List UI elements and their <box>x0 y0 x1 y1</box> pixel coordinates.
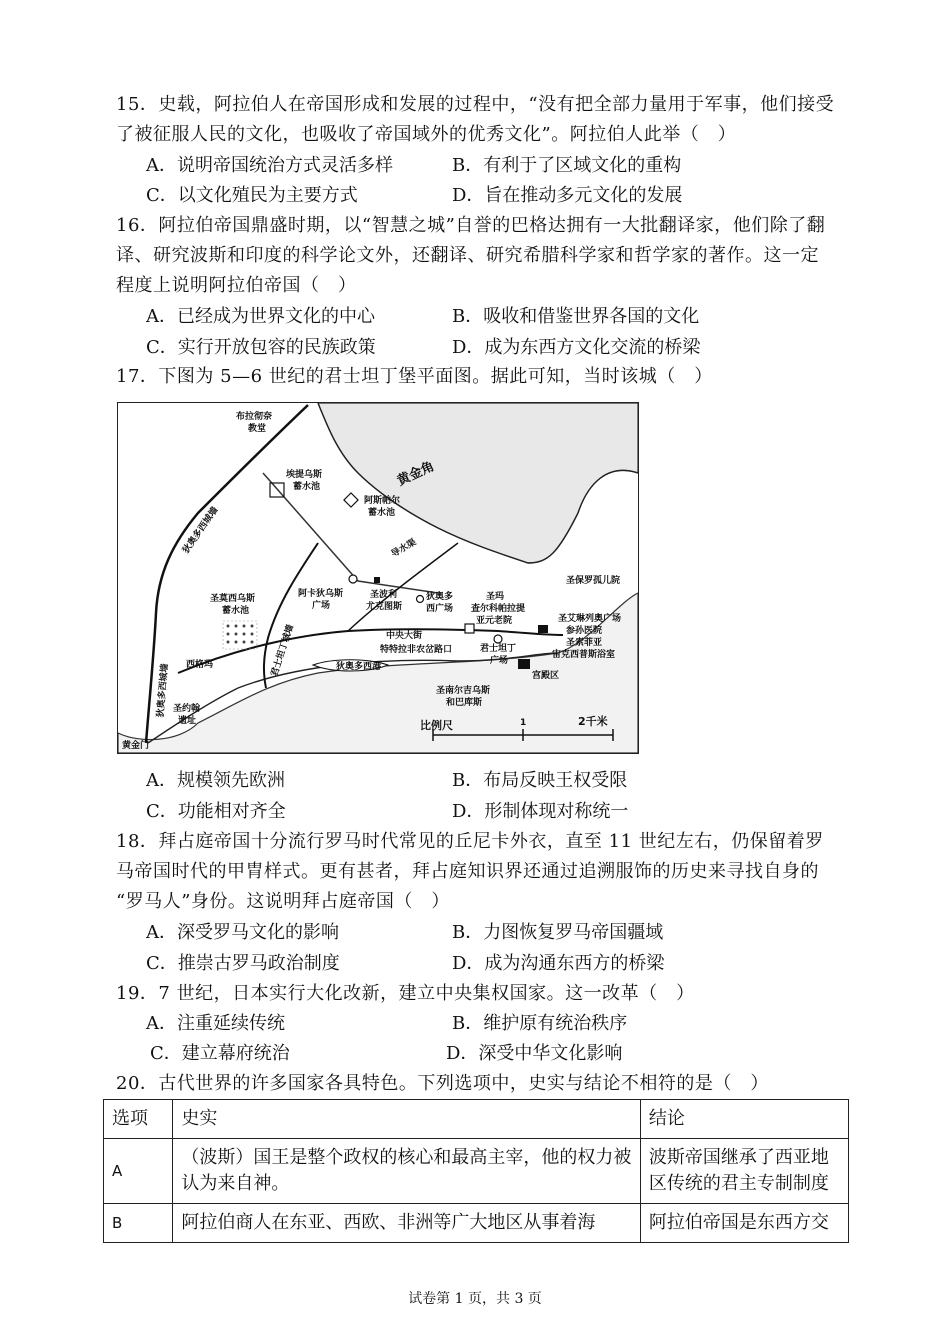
label-theodosius-harbor: 狄奥多西港 <box>336 662 382 672</box>
label-blachernae: 布拉彻奈 <box>236 412 273 422</box>
label-mocius-1: 圣莫西乌斯 <box>210 594 256 604</box>
q17-stem-line1: 17．下图为 5—6 世纪的君士坦丁堡平面图。据此可知，当时该城（ ） <box>116 366 713 387</box>
label-hagia-sophia: 圣索菲亚 <box>566 638 603 648</box>
label-constantine-forum-2: 广场 <box>490 656 509 666</box>
label-sergius-2: 和巴库斯 <box>446 698 483 708</box>
label-augusteum: 圣艾琳列奥广场 <box>558 614 622 624</box>
q15-option-b[interactable]: B．有利于了区域文化的重构 <box>452 155 682 176</box>
label-xerolophos: 西格玛 <box>186 660 214 670</box>
q17-option-b[interactable]: B．布局反映王权受限 <box>452 770 628 791</box>
label-theodosius-forum-2: 西广场 <box>426 604 454 614</box>
label-scale-tick-2: 2千米 <box>578 715 608 728</box>
label-john-2: 遗址 <box>178 716 197 726</box>
label-mocius-2: 蓄水池 <box>222 606 250 616</box>
q18-option-c[interactable]: C．推崇古罗马政治制度 <box>146 953 340 974</box>
mocius-cistern-hatch <box>223 621 257 649</box>
q16-option-d[interactable]: D．成为东西方文化交流的桥梁 <box>452 337 701 358</box>
palace-marker <box>518 659 530 669</box>
q18-stem-line2: 马帝国时代的甲胄样式。更有甚者，拜占庭知识界还通过追溯服饰的历史来寻找自身的 <box>116 861 819 882</box>
q15-option-d[interactable]: D．旨在推动多元文化的发展 <box>452 185 683 206</box>
q17-option-a[interactable]: A．规模领先欧洲 <box>146 770 285 791</box>
label-blachernae-church: 教堂 <box>248 424 267 434</box>
table-row <box>104 1139 849 1204</box>
label-constantine-forum-1: 君士坦丁 <box>480 644 517 654</box>
q20-table <box>103 1099 849 1243</box>
theodosius-forum-marker <box>417 596 424 603</box>
label-aetius-1: 埃提乌斯 <box>286 470 323 480</box>
q20-row-a-conclusion: 波斯帝国继承了西亚地区传统的君主专制制度 <box>640 1139 848 1204</box>
table-row <box>104 1204 849 1243</box>
label-theodosian-wall-2: 狄奥多西城墙 <box>155 663 171 718</box>
q19-option-a[interactable]: A．注重延续传统 <box>146 1013 285 1034</box>
q19-option-c[interactable]: C．建立幕府统治 <box>150 1043 290 1064</box>
q19-option-d[interactable]: D．深受中华文化影响 <box>446 1043 623 1064</box>
q19-stem-line1: 19．7 世纪，日本实行大化改新，建立中央集权国家。这一改革（ ） <box>116 983 695 1004</box>
label-orphanage: 圣保罗孤儿院 <box>566 576 621 586</box>
q20-row-a-fact: （波斯）国王是整个政权的核心和最高主宰，他的权力被认为来自神。 <box>173 1139 641 1204</box>
q20-row-b-conclusion: 阿拉伯帝国是东西方交 <box>640 1204 848 1243</box>
q18-option-b[interactable]: B．力图恢复罗马帝国疆域 <box>452 922 664 943</box>
label-aqueduct: 导水渠 <box>389 537 419 560</box>
q17-option-d[interactable]: D．形制体现对称统一 <box>452 801 629 822</box>
q20-row-b-fact: 阿拉伯商人在东亚、西欧、非洲等广大地区从事着海 <box>173 1204 641 1243</box>
q16-stem-line2: 译、研究波斯和印度的科学论文外，还翻译、研究希腊科学家和哲学家的著作。这一定 <box>116 245 819 266</box>
q20-row-b-option: B <box>104 1204 173 1243</box>
q16-option-b[interactable]: B．吸收和借鉴世界各国的文化 <box>452 306 700 327</box>
q17-option-c[interactable]: C．功能相对齐全 <box>146 801 286 822</box>
label-aspar-1: 阿斯帕尔 <box>364 496 401 506</box>
label-john-1: 圣约翰 <box>173 704 201 714</box>
page-footer: 试卷第 1 页，共 3 页 <box>408 1291 542 1307</box>
label-zeuxippus: 宙克西普斯浴室 <box>552 650 616 660</box>
constantine-forum-marker <box>494 635 502 643</box>
label-golden-horn: 黄金角 <box>395 459 437 490</box>
polyeuctus-marker <box>374 577 380 583</box>
label-polyeuctus-2: 尤克图斯 <box>366 602 403 612</box>
q18-option-a[interactable]: A．深受罗马文化的影响 <box>146 922 339 943</box>
q20-table-header-row <box>104 1100 849 1139</box>
label-mese: 中央大街 <box>386 631 423 641</box>
q15-stem-line2: 了被征服人民的文化，也吸收了帝国域外的优秀文化”。阿拉伯人此举（ ） <box>116 124 737 145</box>
q20-stem-line1: 20．古代世界的许多国家各具特色。下列选项中，史实与结论不相符的是（ ） <box>116 1073 769 1094</box>
q16-stem-line3: 程度上说明阿拉伯帝国（ ） <box>116 275 357 296</box>
q20-header-option: 选项 <box>104 1100 173 1139</box>
q19-option-b[interactable]: B．维护原有统治秩序 <box>452 1013 628 1034</box>
q20-header-fact: 史实 <box>173 1100 641 1139</box>
label-theodosius-forum-1: 狄奥多 <box>426 592 454 602</box>
q15-option-c[interactable]: C．以文化殖民为主要方式 <box>146 185 358 206</box>
q15-stem-line1: 15．史载，阿拉伯人在帝国形成和发展的过程中，“没有把全部力量用于军事，他们接受 <box>116 94 835 115</box>
label-markian-3: 亚元老院 <box>476 616 513 626</box>
constantinople-map <box>117 402 639 754</box>
q20-header-conclusion: 结论 <box>640 1100 848 1139</box>
q18-option-d[interactable]: D．成为沟通东西方的桥梁 <box>452 953 665 974</box>
q16-option-c[interactable]: C．实行开放包容的民族政策 <box>146 337 376 358</box>
label-sergius-1: 圣南尔吉乌斯 <box>436 686 491 696</box>
q20-row-a-option: A <box>104 1139 173 1204</box>
q15-option-a[interactable]: A．说明帝国统治方式灵活多样 <box>146 155 393 176</box>
label-aspar-2: 蓄水池 <box>368 508 396 518</box>
arcadius-forum-marker <box>349 575 357 583</box>
label-capitol: 特特拉非农岔路口 <box>380 645 453 655</box>
label-arcadius-1: 阿卡狄乌斯 <box>298 589 344 599</box>
q16-option-a[interactable]: A．已经成为世界文化的中心 <box>146 306 375 327</box>
label-polyeuctus-1: 圣波利 <box>370 590 398 600</box>
aspar-cistern-marker <box>344 493 358 507</box>
label-constantine-wall: 君士坦丁城墙 <box>269 623 296 678</box>
golden-horn-water <box>318 403 638 563</box>
label-scale-tick-1: 1 <box>520 718 527 728</box>
label-golden-gate: 黄金门 <box>122 741 150 751</box>
label-palace: 宫殿区 <box>532 671 560 681</box>
label-scale: 比例尺 <box>420 719 453 732</box>
label-markian-1: 圣玛 <box>486 592 505 602</box>
capitol-marker <box>465 624 474 633</box>
hagia-sophia-marker <box>538 625 548 633</box>
label-theodosian-wall: 狄奥多西城墙 <box>181 505 221 556</box>
label-arcadius-2: 广场 <box>312 601 331 611</box>
constantinople-map-svg <box>118 403 638 753</box>
q16-stem-line1: 16．阿拉伯帝国鼎盛时期，以“智慧之城”自誉的巴格达拥有一大批翻译家，他们除了翻 <box>116 215 826 236</box>
q18-stem-line1: 18．拜占庭帝国十分流行罗马时代常见的丘尼卡外衣，直至 11 世纪左右，仍保留着罗 <box>116 831 824 852</box>
label-aetius-2: 蓄水池 <box>293 482 321 492</box>
label-sampson: 参孙医院 <box>566 626 603 636</box>
q18-stem-line3: “罗马人”身份。这说明拜占庭帝国（ ） <box>116 891 450 912</box>
label-markian-2: 查尔科帕拉提 <box>471 604 526 614</box>
